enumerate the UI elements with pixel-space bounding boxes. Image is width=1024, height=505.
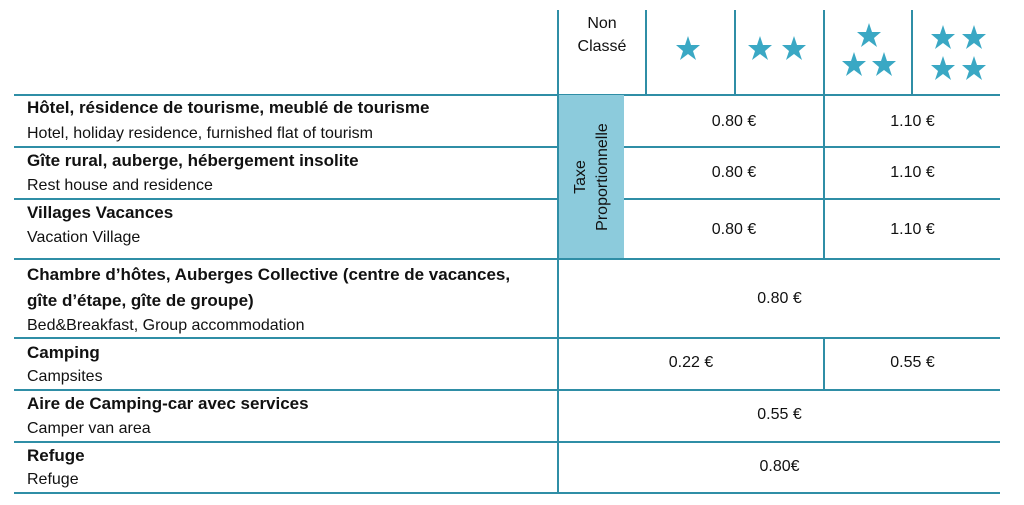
header-non-classe xyxy=(559,12,645,58)
row-1-french-label: Hôtel, résidence de tourisme, meublé de tourisme xyxy=(27,98,430,117)
star-icon xyxy=(856,22,882,48)
row-6-english-label: Camper van area xyxy=(27,420,151,437)
row-6-french-label: Aire de Camping-car avec services xyxy=(27,394,309,413)
star-icon xyxy=(961,55,987,81)
row-5-english-label: Campsites xyxy=(27,368,103,385)
row-5-value-high: 0.55 € xyxy=(890,354,935,371)
header-non-classe-line1: Non xyxy=(587,15,617,32)
header-non-classe-line2: Classé xyxy=(577,38,627,55)
row-4-english-label: Bed&Breakfast, Group accommodation xyxy=(27,317,305,334)
star-icon xyxy=(675,35,701,61)
row-2-french-label: Gîte rural, auberge, hébergement insolite xyxy=(27,151,359,170)
row-4-french-label-line2: gîte d’étape, gîte de groupe) xyxy=(27,291,254,310)
taxe-proportionnelle-label xyxy=(570,95,614,258)
row-2-english-label: Rest house and residence xyxy=(27,177,213,194)
row-1-value-high: 1.10 € xyxy=(890,113,935,130)
star-icon xyxy=(781,35,807,61)
star-icon xyxy=(930,24,956,50)
row-5-french-label: Camping xyxy=(27,343,100,362)
row-divider-4 xyxy=(14,337,1000,339)
taxe-label-line2: Proportionnelle xyxy=(593,122,611,231)
row-divider-2 xyxy=(14,198,1000,200)
row-7-english-label: Refuge xyxy=(27,471,79,488)
row-2-value-low: 0.80 € xyxy=(711,164,757,181)
row-4-value: 0.80 € xyxy=(757,290,802,307)
row-7-french-label: Refuge xyxy=(27,446,85,465)
star-icon xyxy=(747,35,773,61)
row-divider-1 xyxy=(14,146,1000,148)
row-3-value-high: 1.10 € xyxy=(890,221,935,238)
row-divider-6 xyxy=(14,441,1000,443)
star-icon xyxy=(961,24,987,50)
row-3-english-label: Vacation Village xyxy=(27,229,141,246)
star-icon xyxy=(841,51,867,77)
column-divider-nonclasse xyxy=(645,10,647,95)
star-icon xyxy=(871,51,897,77)
row-divider-3 xyxy=(14,258,1000,260)
taxe-proportionnelle-cell xyxy=(559,95,624,258)
column-divider-2star xyxy=(823,10,825,95)
row-1-english-label: Hotel, holiday residence, furnished flat of tourism xyxy=(27,125,373,142)
row-4-french-label-line1: Chambre d’hôtes, Auberges Collective (centre de vacances, xyxy=(27,265,511,284)
row-6-value: 0.55 € xyxy=(757,406,802,423)
star-icon xyxy=(930,55,956,81)
row-5-value-low: 0.22 € xyxy=(668,354,714,371)
taxe-label-line1: Taxe xyxy=(571,159,589,194)
column-divider-3star xyxy=(911,10,913,95)
row-7-value: 0.80€ xyxy=(759,458,800,475)
row-divider-bottom xyxy=(14,492,1000,494)
row-2-value-high: 1.10 € xyxy=(890,164,935,181)
row-1-value-low: 0.80 € xyxy=(711,113,757,130)
row-3-french-label: Villages Vacances xyxy=(27,203,174,222)
column-divider-1star xyxy=(734,10,736,95)
row-divider-5 xyxy=(14,389,1000,391)
row-3-value-low: 0.80 € xyxy=(711,221,757,238)
